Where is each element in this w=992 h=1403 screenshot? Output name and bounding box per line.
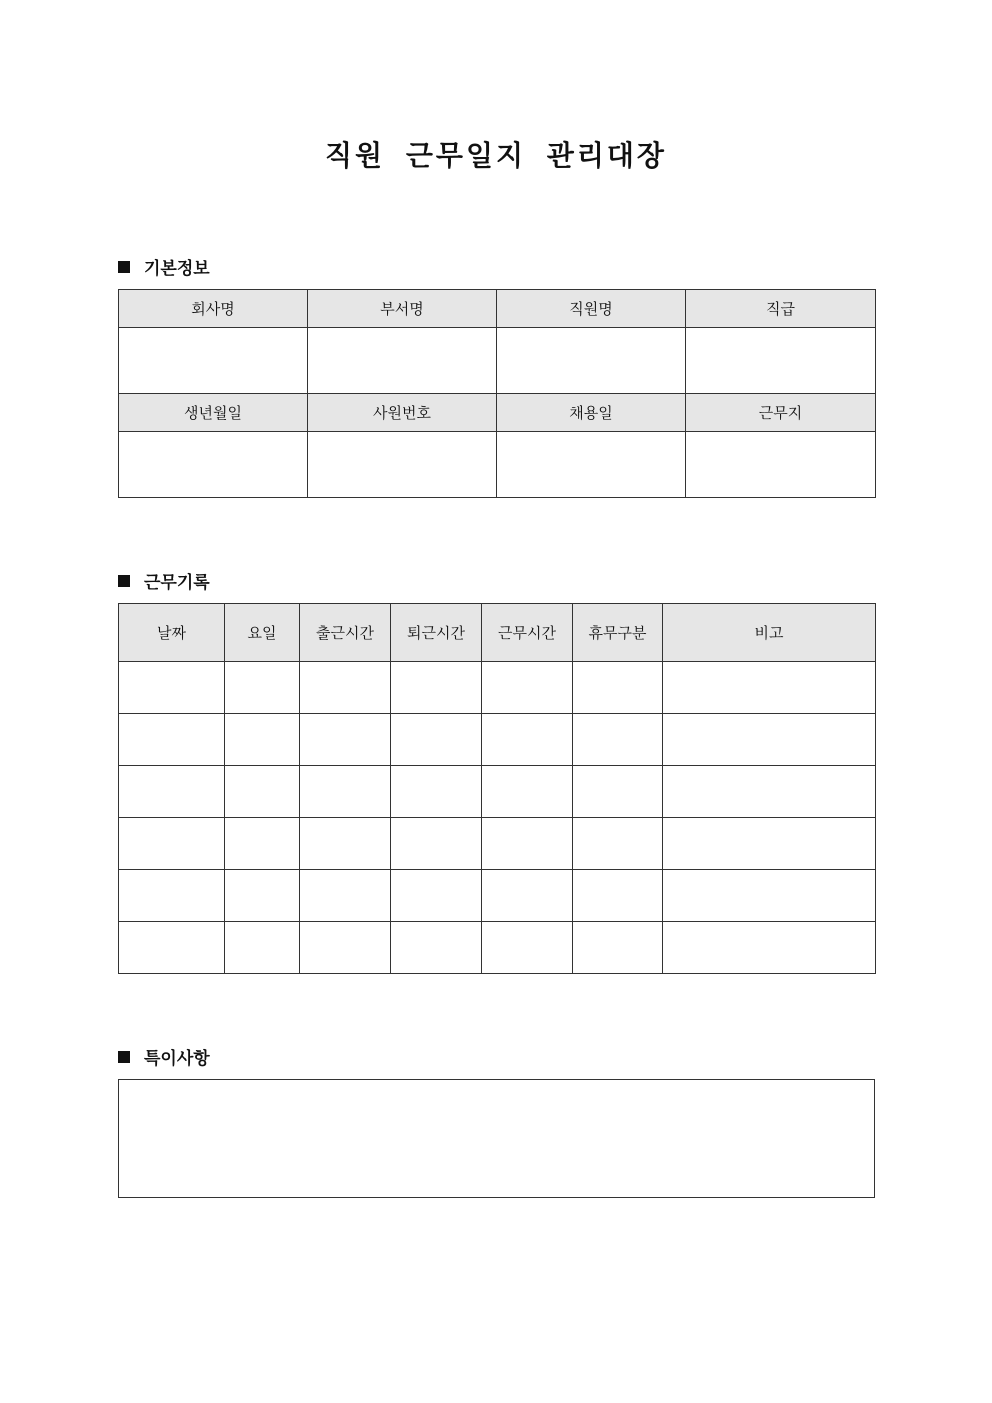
header-department: 부서명 — [308, 290, 497, 328]
header-row — [119, 290, 876, 328]
remarks-cell[interactable] — [663, 922, 876, 974]
day-cell[interactable] — [225, 870, 300, 922]
work-log-table — [118, 603, 876, 974]
header-position: 직급 — [686, 290, 876, 328]
leave-type-cell[interactable] — [573, 818, 663, 870]
department-field[interactable] — [308, 328, 497, 394]
table-row — [119, 662, 876, 714]
leave-type-cell[interactable] — [573, 766, 663, 818]
table-row — [119, 922, 876, 974]
hire-date-field[interactable] — [497, 432, 686, 498]
section-heading-notes — [118, 1044, 210, 1069]
date-cell[interactable] — [119, 922, 225, 974]
date-cell[interactable] — [119, 766, 225, 818]
input-row — [119, 432, 876, 498]
header-date: 날짜 — [119, 604, 225, 662]
date-cell[interactable] — [119, 662, 225, 714]
remarks-cell[interactable] — [663, 818, 876, 870]
square-bullet-icon — [118, 1051, 130, 1063]
date-cell[interactable] — [119, 714, 225, 766]
header-work-hours: 근무시간 — [482, 604, 573, 662]
work-location-field[interactable] — [686, 432, 876, 498]
remarks-cell[interactable] — [663, 766, 876, 818]
clock-in-cell[interactable] — [300, 922, 391, 974]
day-cell[interactable] — [225, 662, 300, 714]
header-day: 요일 — [225, 604, 300, 662]
notes-box[interactable] — [118, 1079, 875, 1198]
work-hours-cell[interactable] — [482, 662, 573, 714]
section-heading-work-log — [118, 568, 210, 593]
table-row — [119, 818, 876, 870]
work-hours-cell[interactable] — [482, 818, 573, 870]
clock-out-cell[interactable] — [391, 714, 482, 766]
page-title: 직원 근무일지 관리대장 — [325, 139, 667, 172]
section-label: 근무기록 — [144, 573, 210, 593]
employee-number-field[interactable] — [308, 432, 497, 498]
clock-in-cell[interactable] — [300, 714, 391, 766]
leave-type-cell[interactable] — [573, 714, 663, 766]
remarks-cell[interactable] — [663, 662, 876, 714]
clock-out-cell[interactable] — [391, 922, 482, 974]
leave-type-cell[interactable] — [573, 870, 663, 922]
position-field[interactable] — [686, 328, 876, 394]
header-remarks: 비고 — [663, 604, 876, 662]
date-cell[interactable] — [119, 870, 225, 922]
remarks-cell[interactable] — [663, 714, 876, 766]
birth-date-field[interactable] — [119, 432, 308, 498]
clock-out-cell[interactable] — [391, 766, 482, 818]
leave-type-cell[interactable] — [573, 662, 663, 714]
header-leave-type: 휴무구분 — [573, 604, 663, 662]
square-bullet-icon — [118, 261, 130, 273]
basic-info-table — [118, 289, 876, 498]
header-hire-date: 채용일 — [497, 394, 686, 432]
header-employee-number: 사원번호 — [308, 394, 497, 432]
header-clock-in: 출근시간 — [300, 604, 391, 662]
input-row — [119, 328, 876, 394]
day-cell[interactable] — [225, 818, 300, 870]
table-row — [119, 766, 876, 818]
clock-in-cell[interactable] — [300, 870, 391, 922]
section-label: 기본정보 — [144, 259, 210, 279]
header-company-name: 회사명 — [119, 290, 308, 328]
work-hours-cell[interactable] — [482, 766, 573, 818]
table-row — [119, 714, 876, 766]
header-birth-date: 생년월일 — [119, 394, 308, 432]
work-hours-cell[interactable] — [482, 922, 573, 974]
clock-in-cell[interactable] — [300, 662, 391, 714]
date-cell[interactable] — [119, 818, 225, 870]
day-cell[interactable] — [225, 766, 300, 818]
leave-type-cell[interactable] — [573, 922, 663, 974]
header-employee-name: 직원명 — [497, 290, 686, 328]
work-hours-cell[interactable] — [482, 870, 573, 922]
employee-name-field[interactable] — [497, 328, 686, 394]
day-cell[interactable] — [225, 714, 300, 766]
clock-out-cell[interactable] — [391, 662, 482, 714]
table-row — [119, 870, 876, 922]
work-hours-cell[interactable] — [482, 714, 573, 766]
header-clock-out: 퇴근시간 — [391, 604, 482, 662]
header-row — [119, 604, 876, 662]
company-name-field[interactable] — [119, 328, 308, 394]
header-row — [119, 394, 876, 432]
square-bullet-icon — [118, 575, 130, 587]
remarks-cell[interactable] — [663, 870, 876, 922]
section-heading-basic-info — [118, 254, 210, 279]
clock-out-cell[interactable] — [391, 818, 482, 870]
clock-in-cell[interactable] — [300, 766, 391, 818]
header-work-location: 근무지 — [686, 394, 876, 432]
clock-out-cell[interactable] — [391, 870, 482, 922]
day-cell[interactable] — [225, 922, 300, 974]
clock-in-cell[interactable] — [300, 818, 391, 870]
section-label: 특이사항 — [144, 1049, 210, 1069]
